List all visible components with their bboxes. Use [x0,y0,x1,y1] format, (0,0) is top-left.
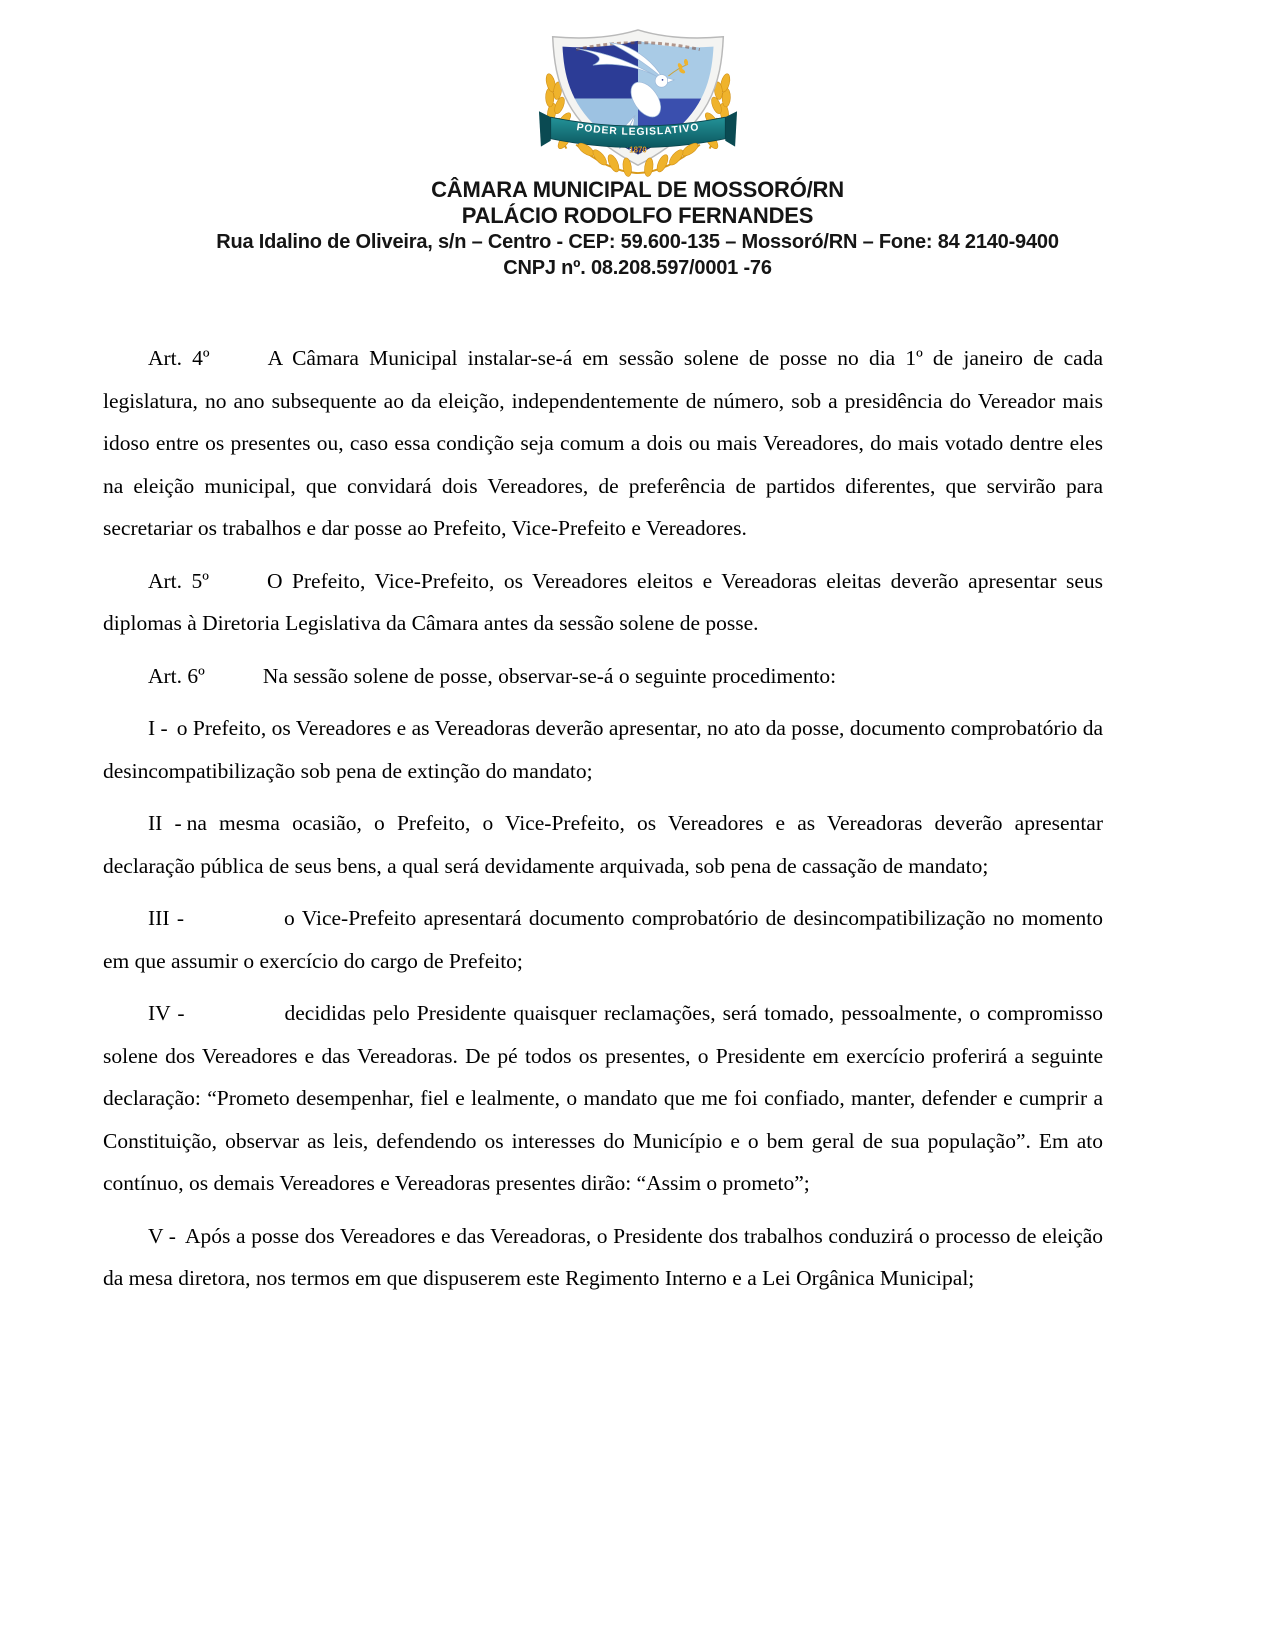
paragraph [103,560,1103,645]
paragraph-label: II - [148,811,182,835]
paragraph-text: Na sessão solene de posse, observar-se-á o seguinte procedimento: [262,663,837,688]
tab-spacer [168,733,177,735]
paragraph-text: decididas pelo Presidente quaisquer reclamações, será tomado, pessoalmente, o compromisso solene dos Vereadores e das Vereadoras. De pé todos os presentes, o Presidente em exercício proferirá a seguinte declaração: “Prometo desempenhar, fiel e lealmente, o mandato que me foi confiado, manter, defender e cumprir a Constituição, observar as leis, defendendo os interesses do Município e o bem geral de sua população”. Em ato contínuo, os demais Vereadores e Vereadoras presentes dirão: “Assim o prometo”; [103,1001,1103,1195]
paragraph-label: Art. 5º [148,568,209,593]
tab-spacer [185,1018,285,1020]
paragraph-label: IV - [148,1001,185,1025]
paragraph [103,337,1103,550]
paragraph-text: na mesma ocasião, o Prefeito, o Vice-Prefeito, os Vereadores e as Vereadoras deverão apresentar declaração pública de seus bens, a qual será devidamente arquivada, sob pena de cassação de mandato; [103,811,1103,878]
paragraph [103,707,1103,792]
paragraph-label: III - [148,906,185,930]
tab-spacer [176,1241,185,1243]
letterhead [0,0,1275,281]
paragraph-label: V - [148,1223,176,1248]
banner-text: PODER LEGISLATIVO [575,122,700,138]
document-body [103,337,1103,1300]
paragraph-text: Após a posse dos Vereadores e das Vereadoras, o Presidente dos trabalhos conduzirá o processo de eleição da mesa diretora, nos termos em que dispuserem este Regimento Interno e a Lei Orgânica Municipal; [103,1223,1103,1290]
paragraph [103,802,1103,887]
camara-mossoro-logo [513,25,763,177]
paragraph [103,1215,1103,1300]
paragraph [103,897,1103,982]
address-line: Rua Idalino de Oliveira, s/n – Centro - CEP: 59.600-135 – Mossoró/RN – Fone: 84 2140-9400 [216,231,1059,253]
paragraph-text: O Prefeito, Vice-Prefeito, os Vereadores eleitos e Vereadoras eleitas deverão apresentar seus diplomas à Diretoria Legislativa da Câmara antes da sessão solene de posse. [103,568,1103,635]
paragraph-text: o Vice-Prefeito apresentará documento comprobatório de desincompatibilização no momento em que assumir o exercício do cargo de Prefeito; [103,906,1104,973]
paragraph-text: o Prefeito, os Vereadores e as Vereadoras deverão apresentar, no ato da posse, documento comprobatório da desincompatibilização sob pena de extinção do mandato; [103,716,1103,783]
building-name: PALÁCIO RODOLFO FERNANDES [461,203,814,228]
tab-spacer [209,586,267,588]
founding-year: 1870 [628,145,647,155]
tab-spacer [184,923,284,925]
org-name: CÂMARA MUNICIPAL DE MOSSORÓ/RN [431,177,844,202]
cnpj-line: CNPJ nº. 08.208.597/0001 -76 [503,257,772,279]
paragraph [103,655,1103,698]
tab-spacer [205,681,263,683]
paragraph [103,992,1103,1205]
paragraph-label: Art. 6º [148,663,205,688]
paragraph-label: I - [148,716,168,740]
tab-spacer [210,363,268,365]
paragraph-text: A Câmara Municipal instalar-se-á em sessão solene de posse no dia 1º de janeiro de cada legislatura, no ano subsequente ao da eleição, independentemente de número, sob a presidência do Vereador mais idoso entre os presentes ou, caso essa condição seja comum a dois ou mais Vereadores, do mais votado dentre eles na eleição municipal, que convidará dois Vereadores, de preferência de partidos diferentes, que servirão para secretariar os trabalhos e dar posse ao Prefeito, Vice-Prefeito e Vereadores. [103,346,1104,540]
paragraph-label: Art. 4º [148,346,210,370]
